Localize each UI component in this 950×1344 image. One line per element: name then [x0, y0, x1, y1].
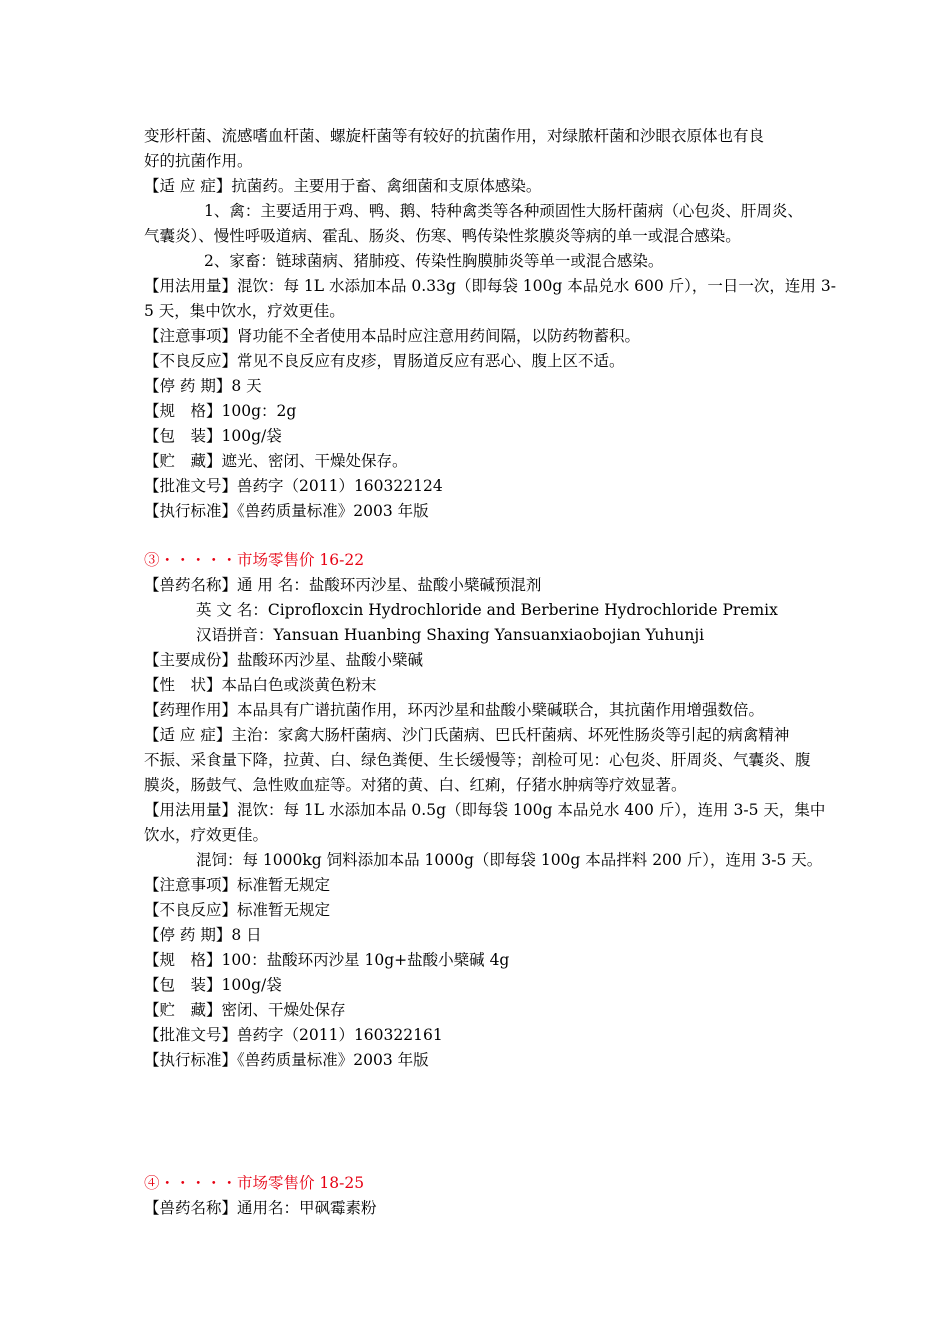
- withdrawal-period-line: 【停 药 期】8 日: [144, 926, 262, 944]
- storage-line: 【贮 藏】密闭、干燥处保存: [144, 1001, 346, 1019]
- text-line: 好的抗菌作用。: [144, 152, 253, 170]
- standard-line: 【执行标准】《兽药质量标准》2003 年版: [144, 1051, 429, 1069]
- text-line: 不振、采食量下降，拉黄、白、绿色粪便、生长缓慢等；剖检可见：心包炎、肝周炎、气囊炎、腹: [144, 751, 811, 769]
- text-line: 混饲：每 1000kg 饲料添加本品 1000g（即每袋 100g 本品拌料 200 斤），连用 3-5 天。: [196, 851, 823, 869]
- appearance-line: 【性 状】本品白色或淡黄色粉末: [144, 676, 377, 694]
- storage-line: 【贮 藏】遮光、密闭、干燥处保存。: [144, 452, 408, 470]
- english-name-line: 英 文 名：Ciprofloxcin Hydrochloride and Berberine Hydrochloride Premix: [196, 601, 778, 619]
- specification-line: 【规 格】100：盐酸环丙沙星 10g+盐酸小檗碱 4g: [144, 951, 510, 969]
- precautions-line: 【注意事项】肾功能不全者使用本品时应注意用药间隔，以防药物蓄积。: [144, 327, 641, 345]
- pharmacology-line: 【药理作用】本品具有广谱抗菌作用，环丙沙星和盐酸小檗碱联合，其抗菌作用增强数倍。: [144, 701, 765, 719]
- text-line: 5 天，集中饮水，疗效更佳。: [144, 302, 345, 320]
- standard-line: 【执行标准】《兽药质量标准》2003 年版: [144, 502, 429, 520]
- adverse-reactions-line: 【不良反应】常见不良反应有皮疹，胃肠道反应有恶心、腹上区不适。: [144, 352, 625, 370]
- text-line: 饮水，疗效更佳。: [144, 826, 269, 844]
- text-line: 2、家畜：链球菌病、猪肺疫、传染性胸膜肺炎等单一或混合感染。: [204, 252, 664, 270]
- section-price-heading: ③・・・・・市场零售价 16-22: [144, 551, 365, 569]
- text-line: 1、禽：主要适用于鸡、鸭、鹅、特种禽类等各种顽固性大肠杆菌病（心包炎、肝周炎、: [204, 202, 803, 220]
- drug-name-line: 【兽药名称】通用名：甲砜霉素粉: [144, 1199, 377, 1217]
- pinyin-line: 汉语拼音：Yansuan Huanbing Shaxing Yansuanxiaobojian Yuhunji: [196, 626, 705, 644]
- indication-line: 【适 应 症】主治：家禽大肠杆菌病、沙门氏菌病、巴氏杆菌病、坏死性肠炎等引起的病禽精神: [144, 726, 790, 744]
- precautions-line: 【注意事项】标准暂无规定: [144, 876, 331, 894]
- dosage-line: 【用法用量】混饮：每 1L 水添加本品 0.5g（即每袋 100g 本品兑水 400 斤），连用 3-5 天，集中: [144, 801, 826, 819]
- drug-name-line: 【兽药名称】通 用 名：盐酸环丙沙星、盐酸小檗碱预混剂: [144, 576, 542, 594]
- indication-line: 【适 应 症】抗菌药。主要用于畜、禽细菌和支原体感染。: [144, 177, 542, 195]
- packaging-line: 【包 装】100g/袋: [144, 976, 282, 994]
- withdrawal-period-line: 【停 药 期】8 天: [144, 377, 262, 395]
- text-line: 气囊炎）、慢性呼吸道病、霍乱、肠炎、伤寒、鸭传染性浆膜炎等病的单一或混合感染。: [144, 227, 741, 245]
- dosage-line: 【用法用量】混饮：每 1L 水添加本品 0.33g（即每袋 100g 本品兑水 600 斤），一日一次，连用 3-: [144, 277, 836, 295]
- specification-line: 【规 格】100g：2g: [144, 402, 297, 420]
- ingredients-line: 【主要成份】盐酸环丙沙星、盐酸小檗碱: [144, 651, 424, 669]
- text-line: 膜炎，肠鼓气、急性败血症等。对猪的黄、白、红痢，仔猪水肿病等疗效显著。: [144, 776, 687, 794]
- text-line: 变形杆菌、流感嗜血杆菌、螺旋杆菌等有较好的抗菌作用，对绿脓杆菌和沙眼衣原体也有良: [144, 127, 765, 145]
- section-price-heading: ④・・・・・市场零售价 18-25: [144, 1174, 365, 1192]
- approval-number-line: 【批准文号】兽药字（2011）160322161: [144, 1026, 443, 1044]
- adverse-reactions-line: 【不良反应】标准暂无规定: [144, 901, 331, 919]
- approval-number-line: 【批准文号】兽药字（2011）160322124: [144, 477, 443, 495]
- packaging-line: 【包 装】100g/袋: [144, 427, 282, 445]
